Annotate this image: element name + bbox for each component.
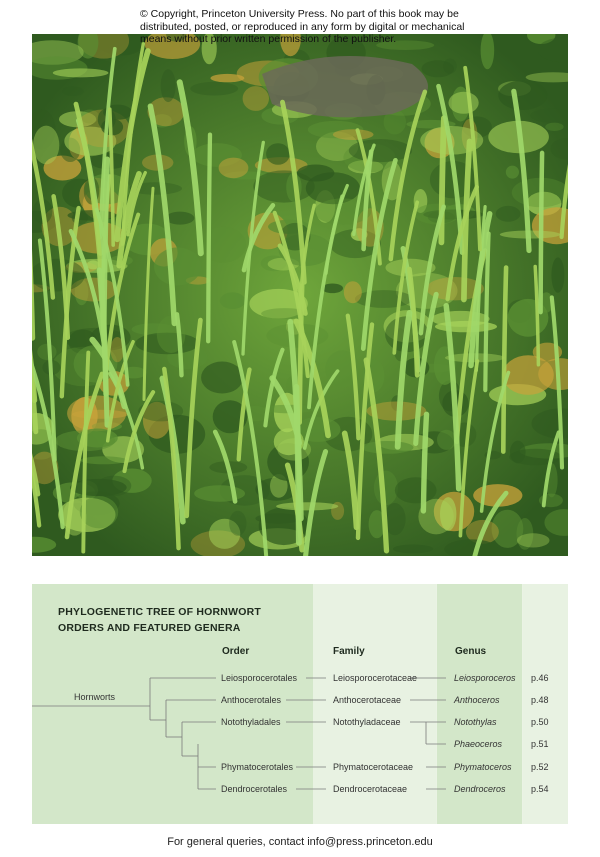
thallus-blob xyxy=(80,456,127,464)
header-order: Order xyxy=(222,646,250,657)
family-cell: Notothyladaceae xyxy=(333,717,401,727)
sporophyte-horn xyxy=(503,268,506,452)
order-cell: Leiosporocerotales xyxy=(221,673,298,683)
genus-cell: Dendroceros xyxy=(454,784,506,794)
thallus-blob xyxy=(297,165,334,182)
genus-cell: Leiosporoceros xyxy=(454,673,516,683)
sporophyte-horn xyxy=(441,118,444,242)
thallus-blob xyxy=(437,430,456,450)
genus-cell: Phaeoceros xyxy=(454,739,503,749)
order-cell: Anthocerotales xyxy=(221,695,282,705)
thallus-blob xyxy=(32,259,85,292)
thallus-blob xyxy=(498,80,547,110)
genus-cell: Phymatoceros xyxy=(454,762,512,772)
hornwort-photo xyxy=(32,34,568,556)
thallus-blob xyxy=(395,477,437,503)
root-label: Hornworts xyxy=(74,692,116,702)
copyright-notice: © Copyright, Princeton University Press. No part of this book may be distributed, posted, or reproduced in any form by digital or mechanical means without prior written permission of the publisher. xyxy=(140,8,465,45)
thallus-blob xyxy=(355,290,413,308)
thallus-blob xyxy=(229,511,246,536)
thallus-blob xyxy=(503,355,554,395)
page-cell: p.50 xyxy=(531,717,549,727)
thallus-blob xyxy=(449,92,479,114)
thallus-blob xyxy=(70,479,127,496)
thallus-blob xyxy=(517,533,550,547)
thallus-blob xyxy=(161,69,176,102)
family-cell: Leiosporocerotaceae xyxy=(333,673,418,683)
thallus-blob xyxy=(431,311,489,327)
family-cell: Anthocerotaceae xyxy=(333,695,402,705)
thallus-blob xyxy=(266,143,290,165)
thallus-blob xyxy=(443,59,457,74)
family-cell: Dendrocerotaceae xyxy=(333,784,408,794)
genus-cell: Anthoceros xyxy=(454,695,500,705)
header-genus: Genus xyxy=(455,646,487,657)
genus-cell: Notothylas xyxy=(454,717,497,727)
sporophyte-horn xyxy=(296,387,299,543)
page-cell: p.51 xyxy=(531,739,549,749)
order-cell: Dendrocerotales xyxy=(221,784,288,794)
thallus-blob xyxy=(62,86,84,96)
thallus-blob xyxy=(551,257,564,292)
family-cell: Phymatocerotaceae xyxy=(333,762,414,772)
thallus-blob xyxy=(276,502,338,510)
thallus-blob xyxy=(545,123,563,131)
sporophyte-horn xyxy=(423,414,426,511)
thallus-blob xyxy=(194,485,245,501)
thallus-blob xyxy=(243,86,269,111)
thallus-blob xyxy=(201,362,243,394)
sporophyte-horn xyxy=(208,135,210,342)
thallus-blob xyxy=(219,158,249,179)
page-cell: p.52 xyxy=(531,762,549,772)
thallus-blob xyxy=(361,441,413,454)
page-cell: p.46 xyxy=(531,673,549,683)
page-cell: p.54 xyxy=(531,784,549,794)
rock-shape xyxy=(262,56,428,117)
thallus-blob xyxy=(166,212,195,225)
thallus-blob xyxy=(496,206,521,222)
thallus-blob xyxy=(349,139,412,162)
thallus-blob xyxy=(333,129,374,140)
phylogenetic-tree-panel xyxy=(32,584,568,824)
thallus-blob xyxy=(220,292,246,309)
page-cell: p.48 xyxy=(531,695,549,705)
order-cell: Notothyladales xyxy=(221,717,281,727)
sporophyte-horn xyxy=(541,153,543,312)
thallus-blob xyxy=(190,82,238,96)
footer-contact: For general queries, contact info@press.princeton.edu xyxy=(167,836,433,848)
thallus-blob xyxy=(506,166,519,179)
thallus-blob xyxy=(37,344,56,360)
thallus-blob xyxy=(344,281,362,303)
thallus-blob xyxy=(67,395,126,431)
order-cell: Phymatocerotales xyxy=(221,762,294,772)
thallus-blob xyxy=(154,247,201,285)
thallus-blob xyxy=(440,497,456,531)
thallus-blob xyxy=(393,545,433,554)
thallus-blob xyxy=(53,68,109,77)
thallus-blob xyxy=(33,126,59,165)
panel-title-line1: PHYLOGENETIC TREE OF HORNWORT xyxy=(58,606,261,618)
header-family: Family xyxy=(333,646,365,657)
panel-title-line2: ORDERS AND FEATURED GENERA xyxy=(58,622,241,634)
thallus-blob xyxy=(211,74,245,82)
